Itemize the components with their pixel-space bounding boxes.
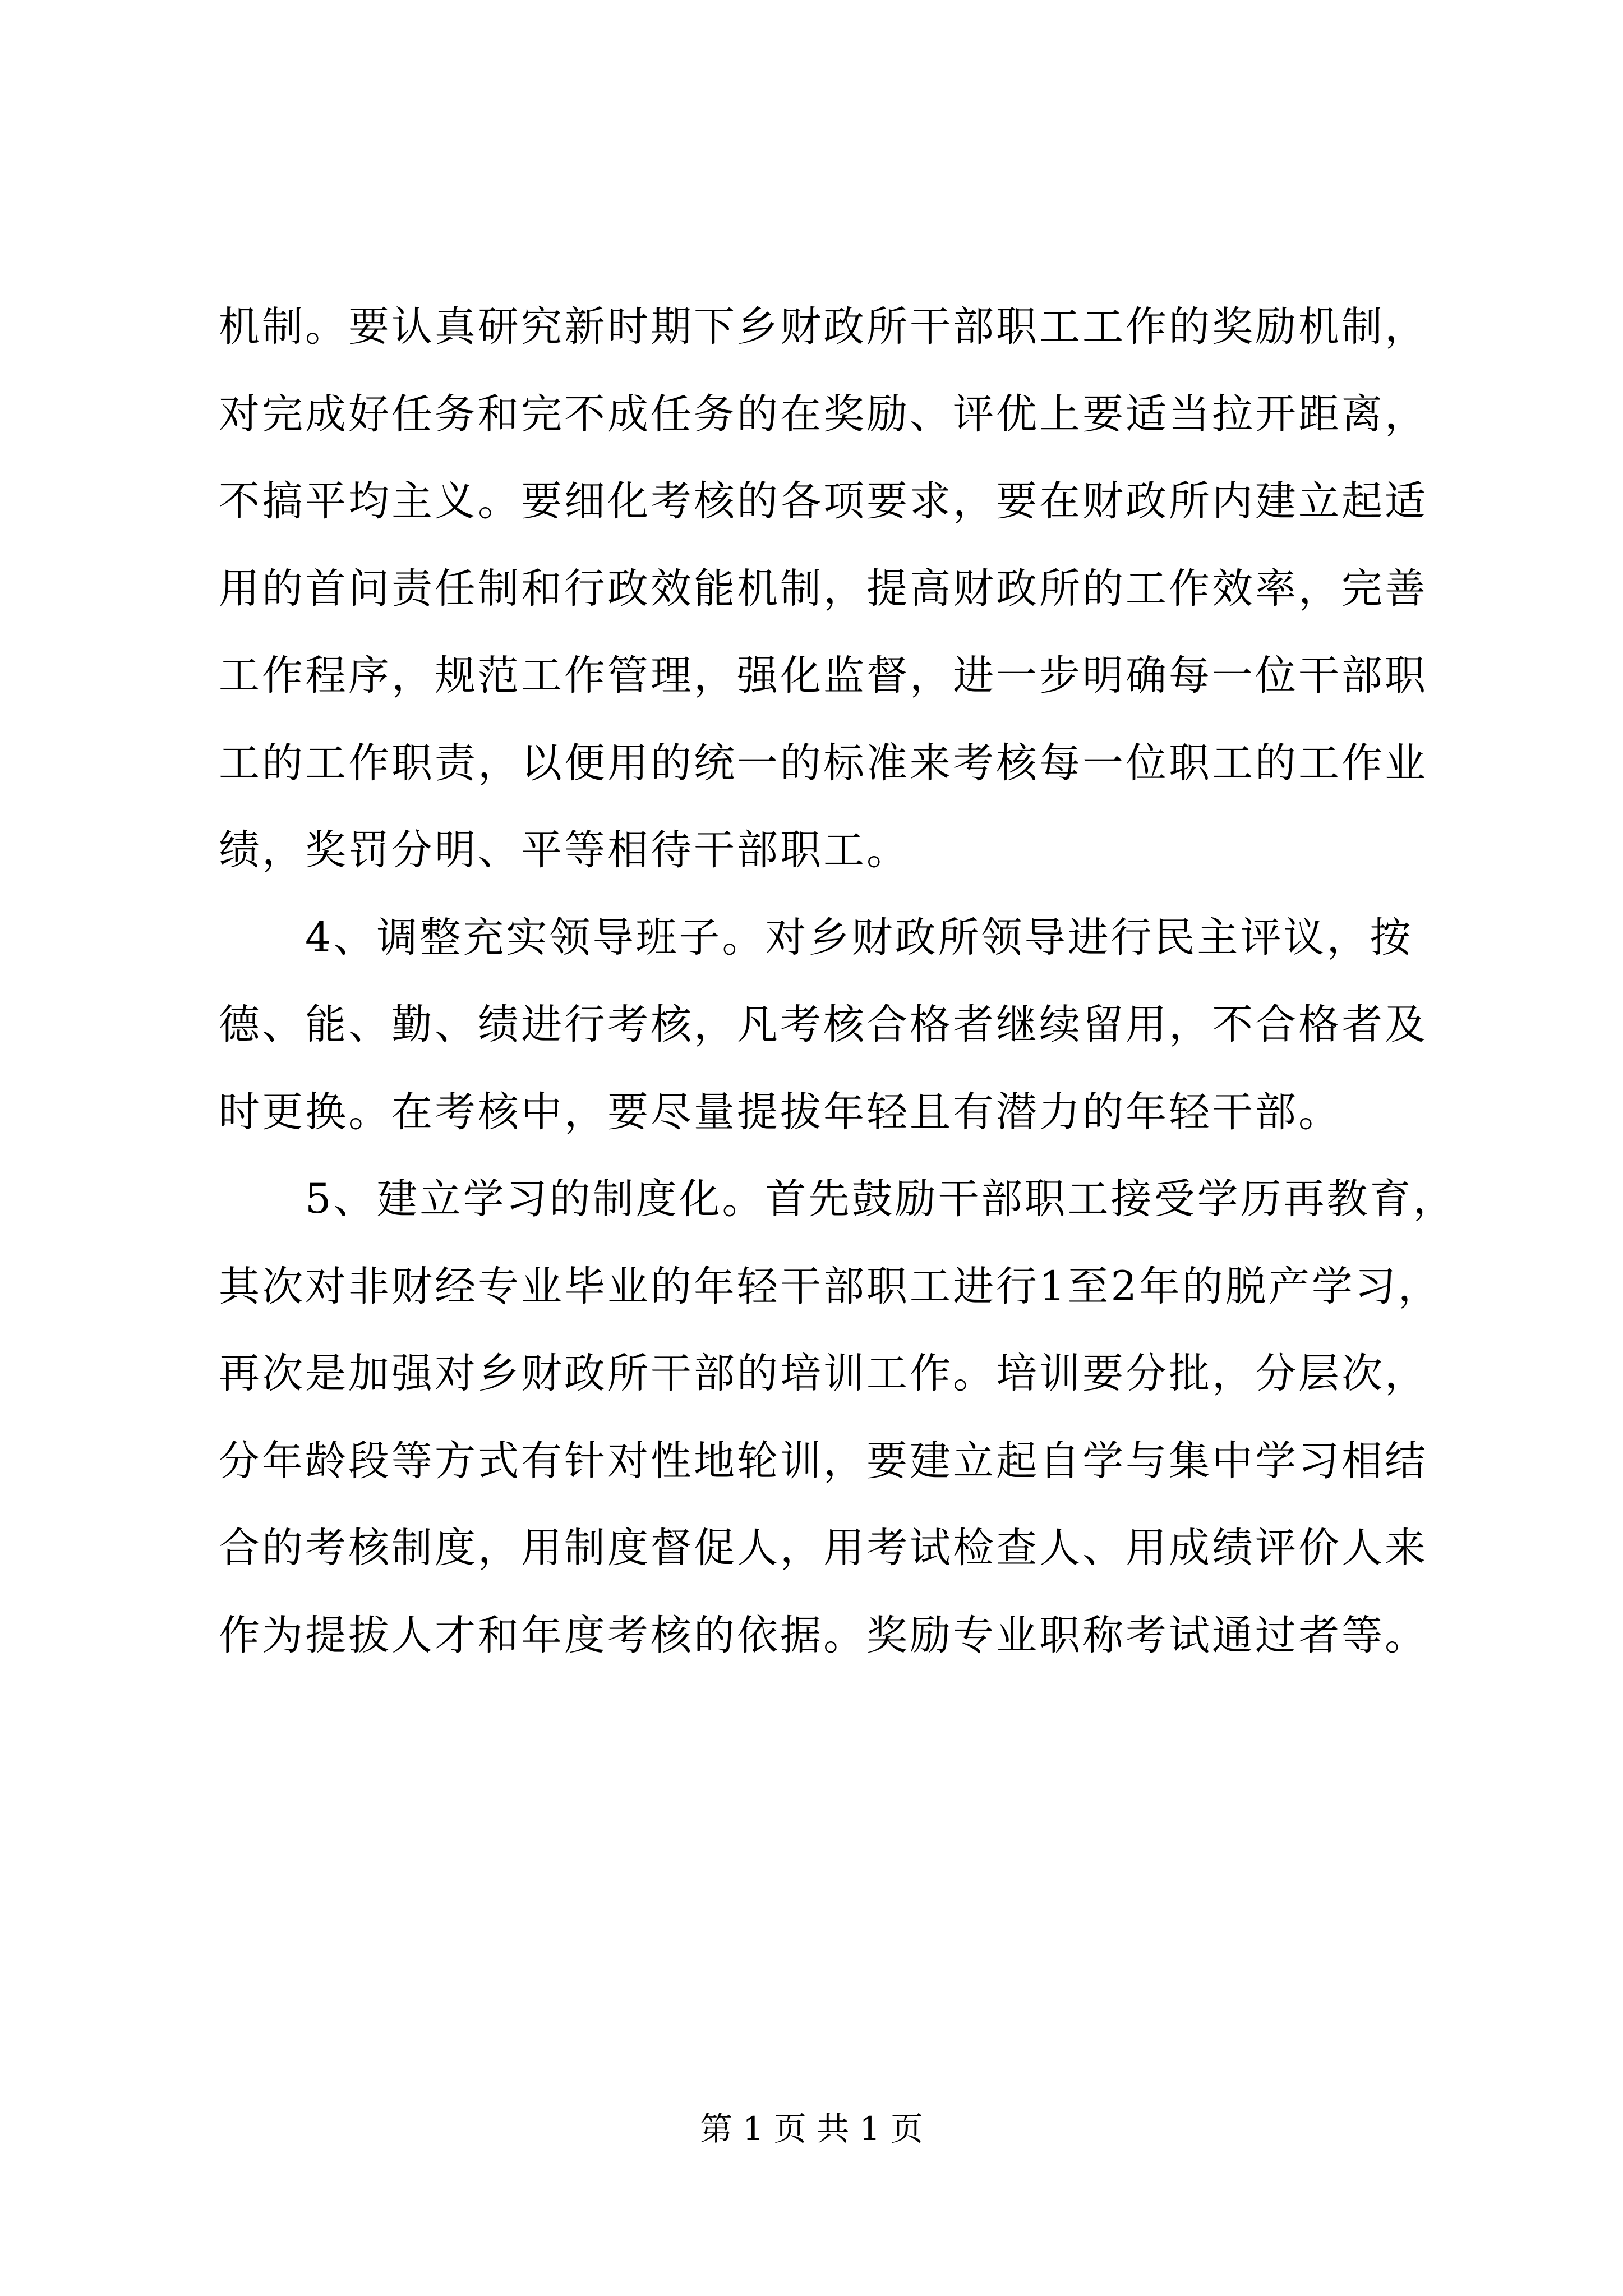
text-line: 工作程序，规范工作管理，强化监督，进一步明确每一位干部职 bbox=[219, 652, 1428, 700]
text-line: 其次对非财经专业毕业的年轻干部职工进行1至2年的脱产学习， bbox=[219, 1262, 1441, 1310]
page-footer: 第 1 页 共 1 页 bbox=[700, 2110, 923, 2148]
text-line: 合的考核制度，用制度督促人，用考试检查人、用成绩评价人来 bbox=[219, 1524, 1428, 1572]
text-line: 5、建立学习的制度化。首先鼓励干部职工接受学历再教育， bbox=[219, 1175, 1456, 1223]
text-line: 机制。要认真研究新时期下乡财政所干部职工工作的奖励机制， bbox=[219, 303, 1428, 351]
text-line: 作为提拔人才和年度考核的依据。奖励专业职称考试通过者等。 bbox=[219, 1611, 1428, 1659]
body-text bbox=[219, 283, 1456, 1679]
text-line: 德、能、勤、绩进行考核，凡考核合格者继续留用，不合格者及 bbox=[219, 1001, 1428, 1048]
text-line: 时更换。在考核中，要尽量提拔年轻且有潜力的年轻干部。 bbox=[219, 1088, 1341, 1136]
text-line: 再次是加强对乡财政所干部的培训工作。培训要分批，分层次， bbox=[219, 1350, 1428, 1397]
text-line: 分年龄段等方式有针对性地轮训，要建立起自学与集中学习相结 bbox=[219, 1437, 1428, 1485]
text-line: 绩，奖罚分明、平等相待干部职工。 bbox=[219, 826, 910, 874]
text-line: 不搞平均主义。要细化考核的各项要求，要在财政所内建立起适 bbox=[219, 477, 1428, 525]
text-line: 工的工作职责，以便用的统一的标准来考核每一位职工的工作业 bbox=[219, 739, 1428, 787]
text-line: 4、调整充实领导班子。对乡财政所领导进行民主评议，按 bbox=[219, 913, 1413, 961]
text-line: 用的首问责任制和行政效能机制，提高财政所的工作效率，完善 bbox=[219, 564, 1428, 613]
text-line: 对完成好任务和完不成任务的在奖励、评优上要适当拉开距离， bbox=[219, 390, 1428, 438]
